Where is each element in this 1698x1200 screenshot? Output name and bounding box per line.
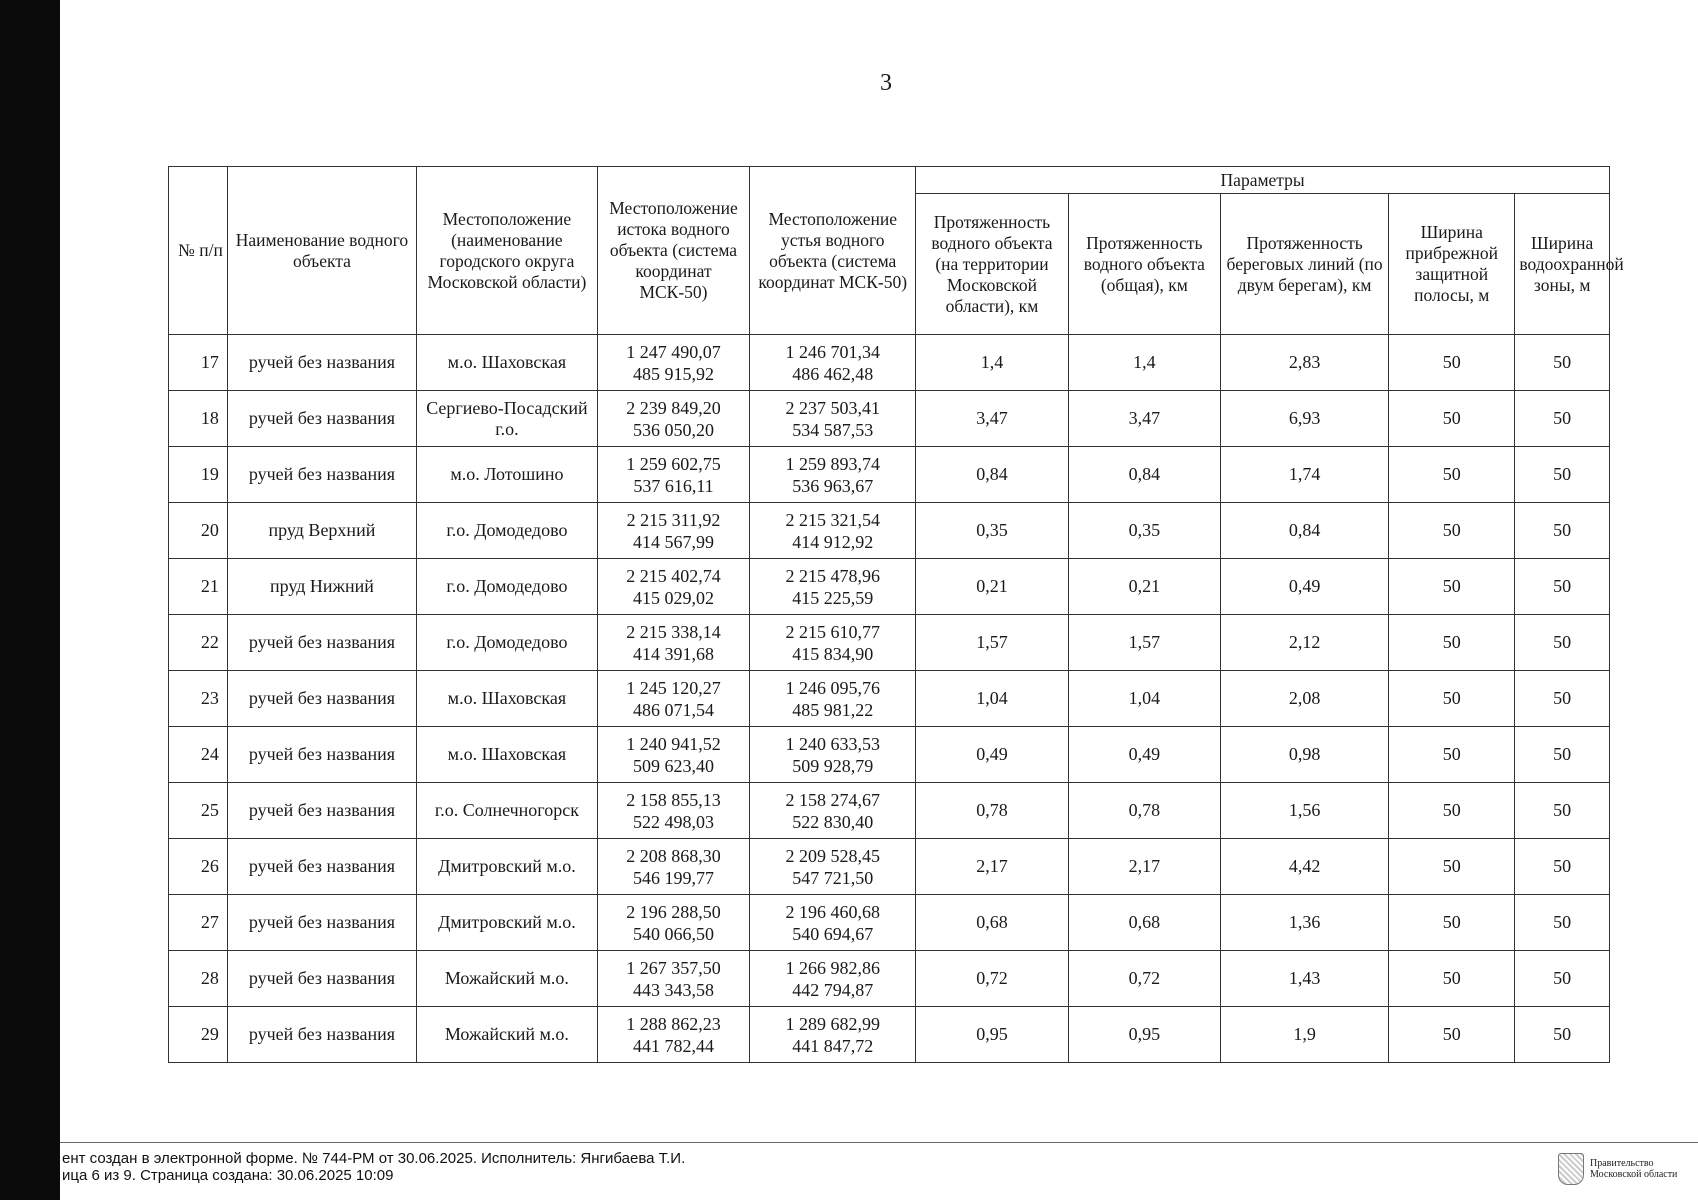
header-length-total: Протяженность водного объекта (общая), км: [1068, 194, 1220, 335]
coordinate-x: 2 215 478,96: [785, 565, 880, 586]
row-number: 17: [169, 335, 228, 391]
table-row: [169, 783, 1610, 839]
header-protection-width: Ширина водоохранной зоны, м: [1515, 194, 1610, 335]
water-object-name: ручей без названия: [227, 895, 416, 951]
length-total: 0,68: [1068, 895, 1220, 951]
coordinate-x: 2 208 868,30: [626, 845, 721, 866]
coastal-strip-width: 50: [1389, 447, 1515, 503]
length-total: 3,47: [1068, 391, 1220, 447]
water-object-name: ручей без названия: [227, 783, 416, 839]
source-coordinates: [597, 559, 749, 615]
table-row: [169, 671, 1610, 727]
mouth-coordinates: [750, 951, 916, 1007]
row-number: 21: [169, 559, 228, 615]
coordinate-y: 509 928,79: [792, 755, 874, 776]
coordinate-x: 2 215 338,14: [626, 621, 721, 642]
coordinate-y: 443 343,58: [632, 979, 714, 1000]
water-object-name: ручей без названия: [227, 839, 416, 895]
coordinate-y: 485 915,92: [632, 363, 714, 384]
coordinate-y: 441 847,72: [792, 1035, 874, 1056]
coordinate-y: 441 782,44: [632, 1035, 714, 1056]
water-object-name: ручей без названия: [227, 447, 416, 503]
protection-zone-width: 50: [1515, 447, 1610, 503]
protection-zone-width: 50: [1515, 1007, 1610, 1063]
mouth-coordinates: [750, 1007, 916, 1063]
water-object-location: г.о. Домодедово: [417, 559, 598, 615]
coastal-strip-width: 50: [1389, 615, 1515, 671]
row-number: 29: [169, 1007, 228, 1063]
table-row: [169, 895, 1610, 951]
length-total: 0,49: [1068, 727, 1220, 783]
water-object-location: м.о. Шаховская: [417, 727, 598, 783]
logo-line-1: Правительство: [1590, 1158, 1654, 1169]
water-object-name: пруд Верхний: [227, 503, 416, 559]
coordinate-x: 1 240 941,52: [626, 733, 721, 754]
coordinate-x: 2 239 849,20: [626, 397, 721, 418]
length-total: 0,84: [1068, 447, 1220, 503]
coordinate-x: 1 259 893,74: [785, 453, 880, 474]
source-coordinates: [597, 1007, 749, 1063]
table-row: [169, 335, 1610, 391]
coordinate-y: 414 912,92: [792, 531, 874, 552]
water-object-location: Сергиево-Посадский г.о.: [417, 391, 598, 447]
coordinate-x: 2 158 855,13: [626, 789, 721, 810]
table-row: [169, 839, 1610, 895]
government-logo: [1558, 1153, 1677, 1185]
header-num: № п/п: [169, 167, 228, 335]
coordinate-y: 415 029,02: [632, 587, 714, 608]
protection-zone-width: 50: [1515, 503, 1610, 559]
length-total: 2,17: [1068, 839, 1220, 895]
mouth-coordinates: [750, 671, 916, 727]
water-object-name: ручей без названия: [227, 671, 416, 727]
length-region: 1,57: [916, 615, 1068, 671]
length-region: 0,68: [916, 895, 1068, 951]
footer-line-1: ент создан в электронной форме. № 744-РМ от 30.06.2025. Исполнитель: Янгибаева Т.И.: [62, 1150, 686, 1167]
coastal-strip-width: 50: [1389, 895, 1515, 951]
water-object-location: Можайский м.о.: [417, 1007, 598, 1063]
water-object-name: ручей без названия: [227, 951, 416, 1007]
shoreline-length: 4,42: [1221, 839, 1389, 895]
table-row: [169, 615, 1610, 671]
row-number: 26: [169, 839, 228, 895]
water-object-location: м.о. Шаховская: [417, 671, 598, 727]
water-object-location: Дмитровский м.о.: [417, 839, 598, 895]
protection-zone-width: 50: [1515, 951, 1610, 1007]
shoreline-length: 1,74: [1221, 447, 1389, 503]
shoreline-length: 1,9: [1221, 1007, 1389, 1063]
coordinate-x: 1 247 490,07: [626, 341, 721, 362]
mouth-coordinates: [750, 391, 916, 447]
header-mouth: Местоположение устья водного объекта (система координат МСК-50): [750, 167, 916, 335]
row-number: 23: [169, 671, 228, 727]
table-row: [169, 447, 1610, 503]
row-number: 28: [169, 951, 228, 1007]
water-object-name: ручей без названия: [227, 335, 416, 391]
mouth-coordinates: [750, 783, 916, 839]
source-coordinates: [597, 503, 749, 559]
footer-divider: [60, 1142, 1698, 1143]
water-object-location: Дмитровский м.о.: [417, 895, 598, 951]
coordinate-x: 2 209 528,45: [785, 845, 880, 866]
coastal-strip-width: 50: [1389, 1007, 1515, 1063]
shoreline-length: 2,83: [1221, 335, 1389, 391]
water-object-name: ручей без названия: [227, 727, 416, 783]
length-region: 0,49: [916, 727, 1068, 783]
shoreline-length: 2,12: [1221, 615, 1389, 671]
length-region: 1,04: [916, 671, 1068, 727]
shoreline-length: 2,08: [1221, 671, 1389, 727]
header-params: Параметры: [916, 167, 1610, 194]
water-object-name: ручей без названия: [227, 615, 416, 671]
coat-of-arms-icon: [1558, 1153, 1584, 1185]
table-row: [169, 559, 1610, 615]
coordinate-y: 415 834,90: [792, 643, 874, 664]
coordinate-x: 1 289 682,99: [785, 1013, 880, 1034]
water-object-location: г.о. Домодедово: [417, 503, 598, 559]
mouth-coordinates: [750, 503, 916, 559]
coordinate-x: 1 246 095,76: [785, 677, 880, 698]
row-number: 25: [169, 783, 228, 839]
source-coordinates: [597, 839, 749, 895]
table-row: [169, 727, 1610, 783]
length-region: 0,35: [916, 503, 1068, 559]
document-footer: [62, 1150, 685, 1184]
coordinate-y: 522 830,40: [792, 811, 874, 832]
length-region: 0,84: [916, 447, 1068, 503]
table-row: [169, 503, 1610, 559]
length-total: 0,78: [1068, 783, 1220, 839]
source-coordinates: [597, 447, 749, 503]
coordinate-y: 414 567,99: [632, 531, 714, 552]
header-length-region: Протяженность водного объекта (на территории Московской области), км: [916, 194, 1068, 335]
shoreline-length: 1,36: [1221, 895, 1389, 951]
protection-zone-width: 50: [1515, 895, 1610, 951]
mouth-coordinates: [750, 727, 916, 783]
shoreline-length: 0,49: [1221, 559, 1389, 615]
coordinate-x: 2 196 288,50: [626, 901, 721, 922]
coordinate-x: 2 237 503,41: [785, 397, 880, 418]
coordinate-y: 414 391,68: [632, 643, 714, 664]
length-total: 0,21: [1068, 559, 1220, 615]
header-name: Наименование водного объекта: [227, 167, 416, 335]
coordinate-y: 522 498,03: [632, 811, 714, 832]
row-number: 22: [169, 615, 228, 671]
row-number: 20: [169, 503, 228, 559]
table-row: [169, 951, 1610, 1007]
header-location: Местоположение (наименование городского округа Московской области): [417, 167, 598, 335]
header-coastal-width: Ширина прибрежной защитной полосы, м: [1389, 194, 1515, 335]
coordinate-y: 534 587,53: [792, 419, 874, 440]
coordinate-y: 536 050,20: [632, 419, 714, 440]
coordinate-x: 2 158 274,67: [785, 789, 880, 810]
coordinate-y: 509 623,40: [632, 755, 714, 776]
mouth-coordinates: [750, 839, 916, 895]
coordinate-x: 1 246 701,34: [785, 341, 880, 362]
mouth-coordinates: [750, 335, 916, 391]
protection-zone-width: 50: [1515, 391, 1610, 447]
protection-zone-width: 50: [1515, 335, 1610, 391]
coastal-strip-width: 50: [1389, 559, 1515, 615]
length-region: 0,95: [916, 1007, 1068, 1063]
row-number: 24: [169, 727, 228, 783]
protection-zone-width: 50: [1515, 839, 1610, 895]
coastal-strip-width: 50: [1389, 951, 1515, 1007]
coastal-strip-width: 50: [1389, 335, 1515, 391]
shoreline-length: 1,56: [1221, 783, 1389, 839]
coordinate-x: 2 196 460,68: [785, 901, 880, 922]
water-object-location: Можайский м.о.: [417, 951, 598, 1007]
length-region: 1,4: [916, 335, 1068, 391]
coordinate-x: 1 266 982,86: [785, 957, 880, 978]
source-coordinates: [597, 391, 749, 447]
source-coordinates: [597, 615, 749, 671]
mouth-coordinates: [750, 559, 916, 615]
header-shoreline: Протяженность береговых линий (по двум берегам), км: [1221, 194, 1389, 335]
coordinate-y: 486 462,48: [792, 363, 874, 384]
table-row: [169, 391, 1610, 447]
source-coordinates: [597, 895, 749, 951]
water-object-name: пруд Нижний: [227, 559, 416, 615]
coordinate-y: 546 199,77: [632, 867, 714, 888]
length-region: 2,17: [916, 839, 1068, 895]
footer-line-2: ица 6 из 9. Страница создана: 30.06.2025 10:09: [62, 1167, 394, 1184]
row-number: 18: [169, 391, 228, 447]
row-number: 19: [169, 447, 228, 503]
source-coordinates: [597, 335, 749, 391]
length-region: 0,78: [916, 783, 1068, 839]
protection-zone-width: 50: [1515, 615, 1610, 671]
water-objects-table: [168, 166, 1624, 1063]
length-total: 0,35: [1068, 503, 1220, 559]
mouth-coordinates: [750, 615, 916, 671]
length-region: 0,21: [916, 559, 1068, 615]
shoreline-length: 0,98: [1221, 727, 1389, 783]
length-total: 1,04: [1068, 671, 1220, 727]
coordinate-y: 540 066,50: [632, 923, 714, 944]
coordinate-y: 547 721,50: [792, 867, 874, 888]
protection-zone-width: 50: [1515, 727, 1610, 783]
water-object-name: ручей без названия: [227, 1007, 416, 1063]
coordinate-y: 537 616,11: [633, 475, 714, 496]
table-body: [169, 335, 1610, 1063]
water-object-name: ручей без названия: [227, 391, 416, 447]
coordinate-x: 1 245 120,27: [626, 677, 721, 698]
length-total: 0,72: [1068, 951, 1220, 1007]
coastal-strip-width: 50: [1389, 391, 1515, 447]
coastal-strip-width: 50: [1389, 503, 1515, 559]
coordinate-y: 536 963,67: [792, 475, 874, 496]
header-source: Местоположение истока водного объекта (система координат МСК-50): [597, 167, 749, 335]
coordinate-x: 2 215 321,54: [785, 509, 880, 530]
source-coordinates: [597, 783, 749, 839]
coastal-strip-width: 50: [1389, 839, 1515, 895]
coastal-strip-width: 50: [1389, 783, 1515, 839]
mouth-coordinates: [750, 895, 916, 951]
length-total: 1,57: [1068, 615, 1220, 671]
table-row: [169, 1007, 1610, 1063]
coordinate-y: 415 225,59: [792, 587, 874, 608]
protection-zone-width: 50: [1515, 559, 1610, 615]
coastal-strip-width: 50: [1389, 727, 1515, 783]
protection-zone-width: 50: [1515, 783, 1610, 839]
length-total: 1,4: [1068, 335, 1220, 391]
water-object-location: г.о. Солнечногорск: [417, 783, 598, 839]
scan-left-edge: [0, 0, 60, 1200]
row-number: 27: [169, 895, 228, 951]
coordinate-y: 442 794,87: [792, 979, 874, 1000]
source-coordinates: [597, 951, 749, 1007]
coordinate-y: 486 071,54: [632, 699, 714, 720]
coordinate-y: 540 694,67: [792, 923, 874, 944]
logo-line-2: Московской области: [1590, 1169, 1678, 1180]
water-object-location: м.о. Лотошино: [417, 447, 598, 503]
coordinate-x: 2 215 402,74: [626, 565, 721, 586]
water-object-location: г.о. Домодедово: [417, 615, 598, 671]
shoreline-length: 1,43: [1221, 951, 1389, 1007]
water-object-location: м.о. Шаховская: [417, 335, 598, 391]
coastal-strip-width: 50: [1389, 671, 1515, 727]
coordinate-y: 485 981,22: [792, 699, 874, 720]
coordinate-x: 1 240 633,53: [785, 733, 880, 754]
shoreline-length: 6,93: [1221, 391, 1389, 447]
coordinate-x: 2 215 311,92: [626, 509, 721, 530]
page-number: 3: [880, 70, 892, 96]
coordinate-x: 2 215 610,77: [785, 621, 880, 642]
length-region: 0,72: [916, 951, 1068, 1007]
source-coordinates: [597, 727, 749, 783]
coordinate-x: 1 259 602,75: [626, 453, 721, 474]
shoreline-length: 0,84: [1221, 503, 1389, 559]
length-region: 3,47: [916, 391, 1068, 447]
mouth-coordinates: [750, 447, 916, 503]
source-coordinates: [597, 671, 749, 727]
coordinate-x: 1 288 862,23: [626, 1013, 721, 1034]
length-total: 0,95: [1068, 1007, 1220, 1063]
protection-zone-width: 50: [1515, 671, 1610, 727]
coordinate-x: 1 267 357,50: [626, 957, 721, 978]
